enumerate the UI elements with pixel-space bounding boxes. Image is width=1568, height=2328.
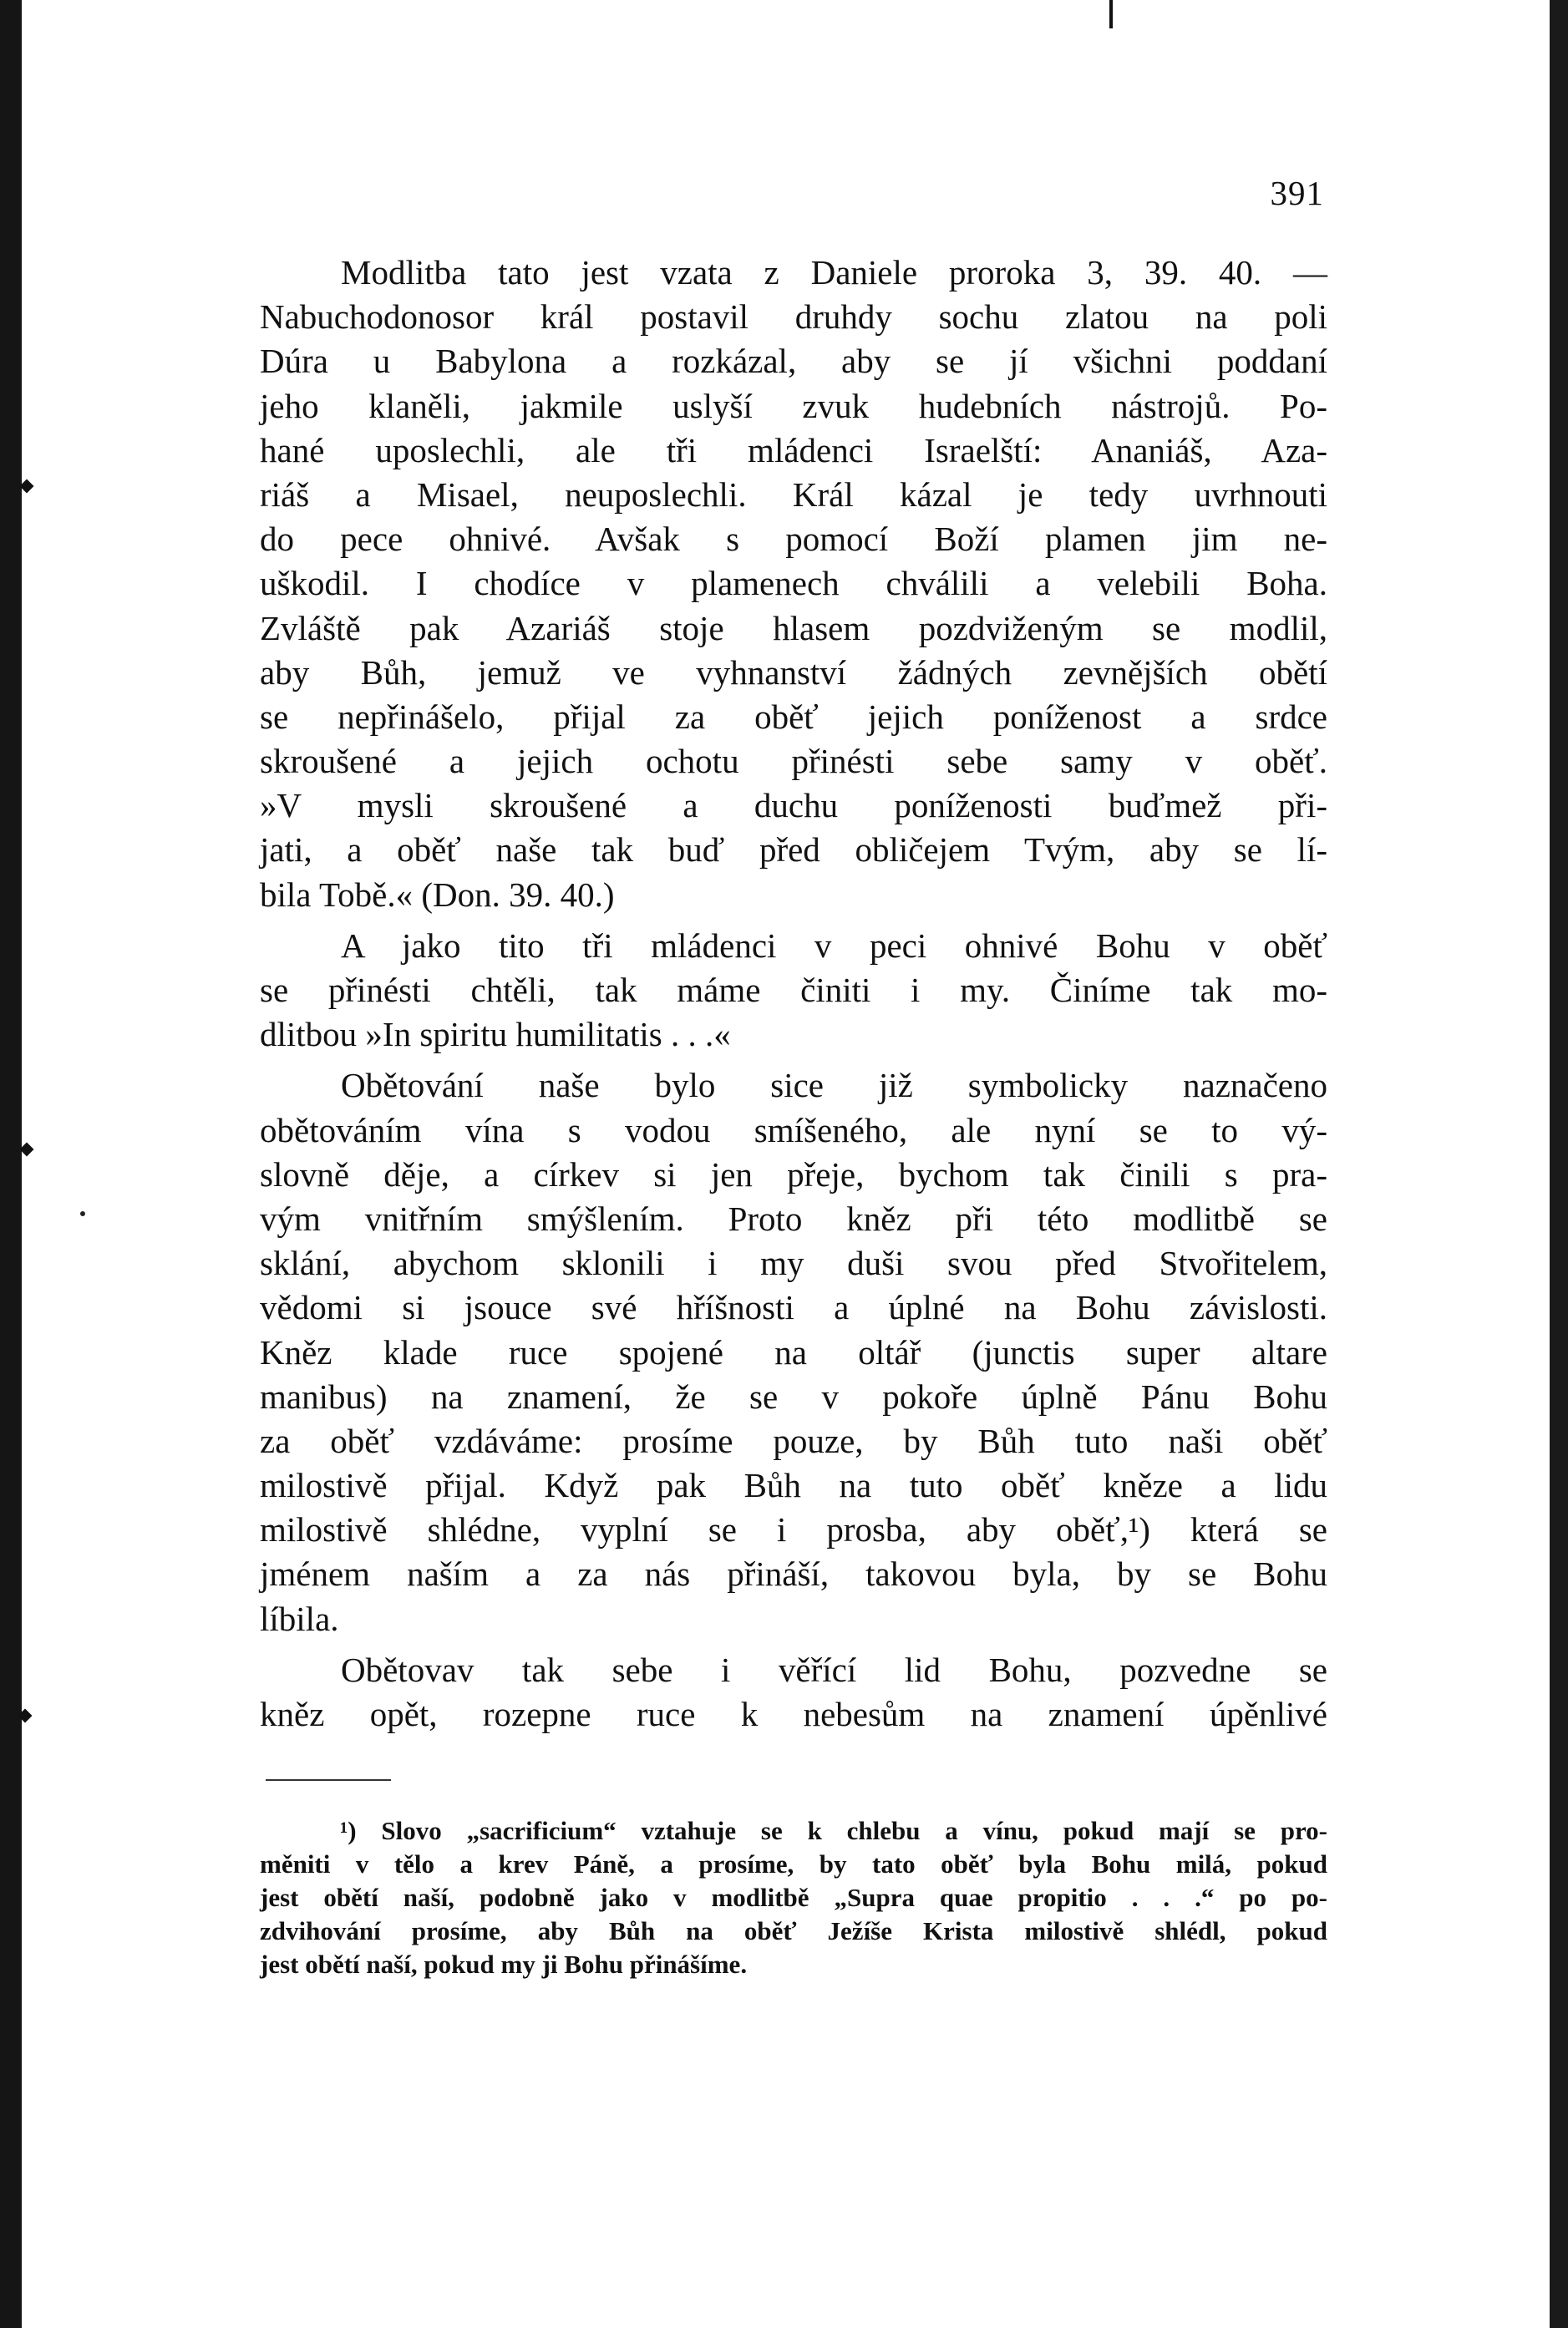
text-line: se přinésti chtěli, tak máme činiti i my. Činíme tak mo- — [260, 971, 1327, 1009]
footnote-line: jest obětí naší, podobně jako v modlitbě „Supra quae propitio . . .“ po po- — [260, 1883, 1327, 1912]
text-line: aby Bůh, jemuž ve vyhnanství žádných zevnějších obětí — [260, 652, 1327, 692]
text-line: Dúra u Babylona a rozkázal, aby se jí všichni poddaní — [260, 342, 1327, 381]
text-line: Obětovav tak sebe i věřící lid Bohu, pozvedne se — [341, 1650, 1327, 1689]
paragraph-gap — [260, 1641, 1327, 1648]
margin-mark — [20, 479, 34, 494]
text-line: slovně děje, a církev si jen přeje, bychom tak činili s pra- — [260, 1154, 1327, 1194]
scan-artifact-top — [1109, 0, 1113, 28]
text-line: Kněz klade ruce spojené na oltář (junctis super altare — [260, 1332, 1327, 1372]
text-line: riáš a Misael, neuposlechli. Král kázal je tedy uvrhnouti — [260, 474, 1327, 514]
text-line: za oběť vzdáváme: prosíme pouze, by Bůh tuto naši oběť — [260, 1421, 1327, 1460]
text-line: »V mysli skroušené a duchu poníženosti buďmež při- — [260, 786, 1327, 825]
text-line: milostivě shlédne, vyplní se i prosba, aby oběť,¹) která se — [260, 1510, 1327, 1549]
text-line: se nepřinášelo, přijal za oběť jejich poníženost a srdce — [260, 697, 1327, 736]
paragraph-gap — [260, 1057, 1327, 1063]
margin-dot — [80, 1211, 85, 1216]
text-line: obětováním vína s vodou smíšeného, ale nyní se to vý- — [260, 1110, 1327, 1149]
text-line: jeho klaněli, jakmile uslyší zvuk hudebních nástrojů. Po- — [260, 386, 1327, 425]
text-line: A jako tito tři mládenci v peci ohnivé Bohu v oběť — [341, 926, 1327, 965]
text-line: vědomi si jsouce své hříšnosti a úplné na Bohu závislosti. — [260, 1288, 1327, 1327]
footnote-line: ¹) Slovo „sacrificium“ vztahuje se k chlebu a vínu, pokud mají se pro- — [340, 1816, 1327, 1845]
text-line: jati, a oběť naše tak buď před obličejem Tvým, aby se lí- — [260, 830, 1327, 870]
text-line: bila Tobě.« (Don. 39. 40.) — [260, 875, 615, 914]
text-line: hané uposlechli, ale tři mládenci Israelští: Ananiáš, Aza- — [260, 430, 1327, 469]
text-line: uškodil. I chodíce v plamenech chválili a velebili Boha. — [260, 564, 1327, 603]
footnote-line: zdvihování prosíme, aby Bůh na oběť Ježíše Krista milostivě shlédl, pokud — [260, 1916, 1327, 1945]
footnotes — [260, 1814, 1327, 1981]
footnote-line: měniti v tělo a krev Páně, a prosíme, by tato oběť byla Bohu milá, pokud — [260, 1849, 1327, 1879]
text-line: kněz opět, rozepne ruce k nebesům na znamení úpěnlivé — [260, 1695, 1327, 1733]
text-line: manibus) na znamení, že se v pokoře úplně Pánu Bohu — [260, 1377, 1327, 1416]
text-line: sklání, abychom sklonili i my duši svou před Stvořitelem, — [260, 1244, 1327, 1283]
body-text — [260, 251, 1327, 1737]
text-line: milostivě přijal. Když pak Bůh na tuto oběť kněze a lidu — [260, 1466, 1327, 1505]
text-line: dlitbou »In spiritu humilitatis . . .« — [260, 1015, 731, 1054]
text-line: skroušené a jejich ochotu přinésti sebe samy v oběť. — [260, 742, 1327, 781]
text-line: Nabuchodonosor král postavil druhdy sochu zlatou na poli — [260, 297, 1327, 337]
margin-mark — [20, 1143, 34, 1157]
footnote-separator — [266, 1779, 391, 1781]
text-line: líbila. — [260, 1599, 339, 1638]
footnote-line: jest obětí naší, pokud my ji Bohu přinášíme. — [260, 1950, 748, 1979]
page-number: 391 — [1270, 174, 1324, 212]
text-line: Modlitba tato jest vzata z Daniele proroka 3, 39. 40. — — [341, 253, 1327, 292]
text-line: do pece ohnivé. Avšak s pomocí Boží plamen jim ne- — [260, 520, 1327, 559]
text-line: Obětování naše bylo sice již symbolicky naznačeno — [341, 1066, 1327, 1105]
text-line: jménem naším a za nás přináší, takovou byla, by se Bohu — [260, 1555, 1327, 1594]
scan-edge-right — [1550, 0, 1568, 2328]
text-line: Zvláště pak Azariáš stoje hlasem pozdviženým se modlil, — [260, 608, 1327, 647]
text-line: vým vnitřním smýšlením. Proto kněz při této modlitbě se — [260, 1199, 1327, 1238]
paragraph-gap — [260, 917, 1327, 924]
scan-edge-left — [0, 0, 22, 2328]
